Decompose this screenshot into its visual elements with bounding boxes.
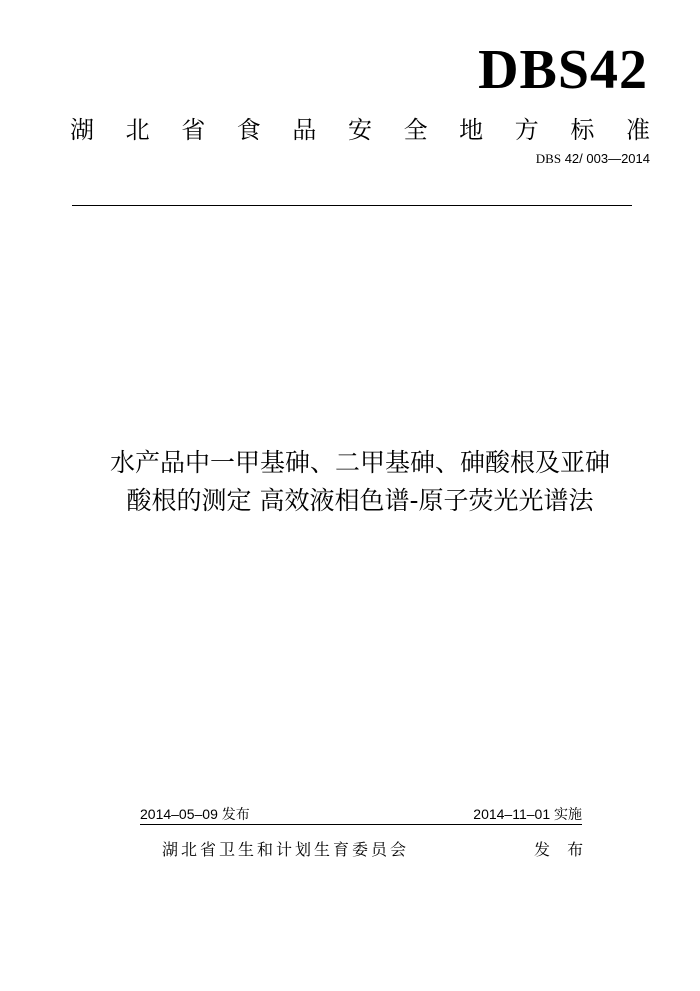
category-char: 湖 — [70, 115, 94, 144]
document-title-line-1: 水产品中一甲基砷、二甲基砷、砷酸根及亚砷 — [109, 448, 610, 477]
document-title-line-2: 酸根的测定 高效液相色谱-原子荧光光谱法 — [126, 486, 594, 515]
category-char: 地 — [459, 115, 484, 144]
category-char: 方 — [514, 115, 539, 144]
dates-row — [140, 804, 582, 825]
release-date: 2014–05–09 发布 — [140, 806, 250, 822]
standard-number-prefix: DBS — [535, 151, 562, 166]
category-char: 省 — [181, 115, 206, 144]
standard-number — [536, 150, 650, 169]
implementation-date: 2014–11–01 实施 — [473, 806, 582, 822]
category-char: 全 — [403, 115, 428, 144]
category-char: 北 — [125, 115, 150, 144]
standard-code: DBS42 — [478, 39, 648, 101]
standard-number-value: 42/ 003—2014 — [561, 151, 650, 166]
category-char: 品 — [292, 115, 317, 144]
issue-label: 发 布 — [534, 840, 590, 859]
category-char: 标 — [570, 115, 595, 144]
category-char: 安 — [347, 115, 372, 144]
category-char: 食 — [236, 115, 261, 144]
header-divider — [72, 205, 632, 206]
category-char: 准 — [625, 115, 650, 144]
standard-category-name — [70, 108, 650, 146]
issuing-authority: 湖北省卫生和计划生育委员会 — [162, 840, 410, 859]
